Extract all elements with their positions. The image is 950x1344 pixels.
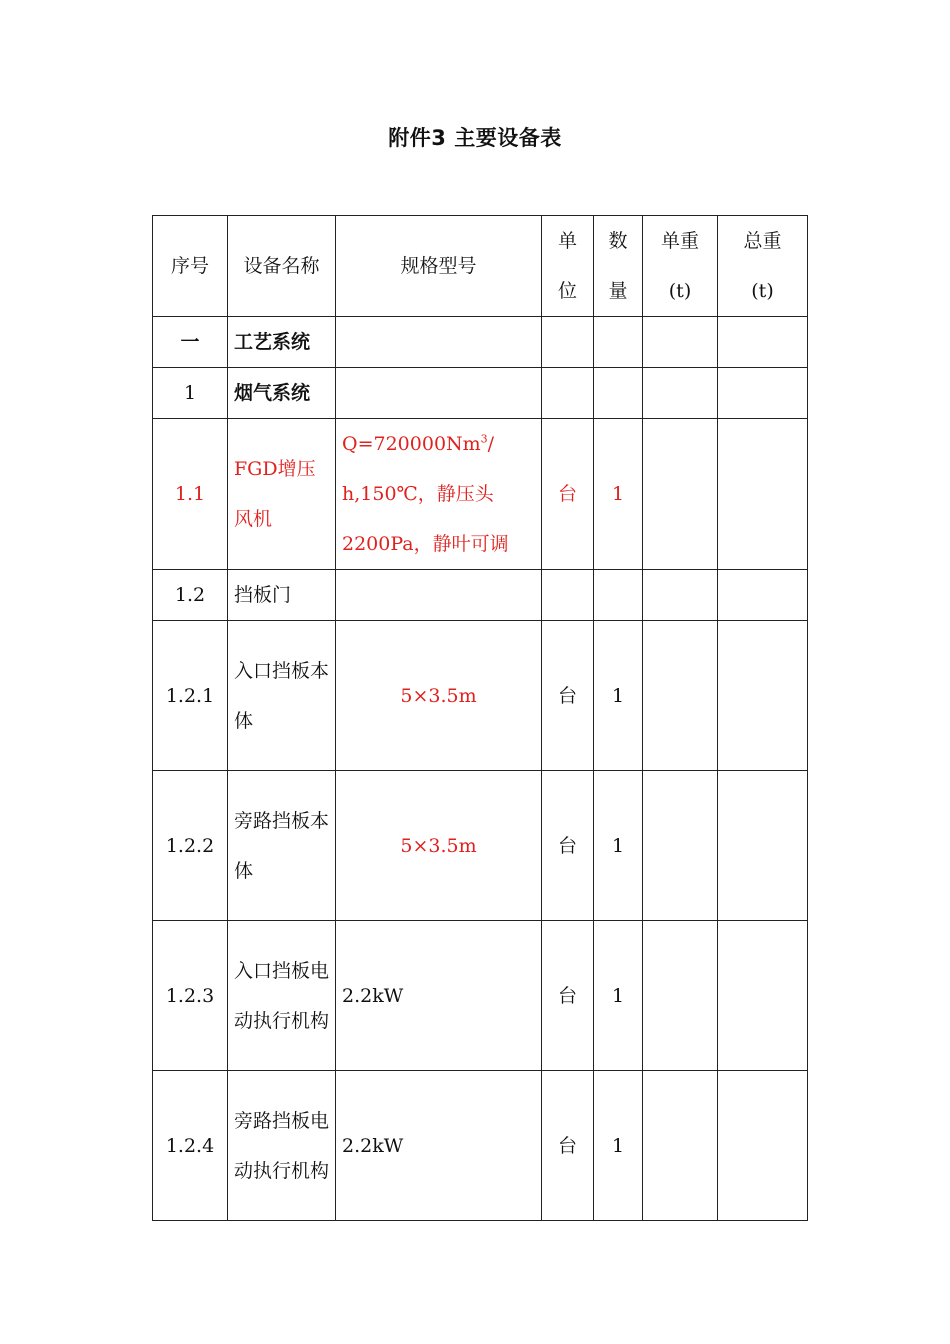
row-qty: [594, 368, 643, 419]
header-seq: 序号: [153, 216, 228, 317]
row-seq: 1.2.1: [153, 621, 228, 771]
row-qty: 1: [594, 921, 643, 1071]
table-row: [153, 1071, 808, 1221]
row-total-weight: [718, 419, 808, 570]
row-name: FGD增压风机: [228, 419, 336, 570]
spec-line3: 2200Pa，静叶可调: [342, 533, 509, 555]
row-spec: 5×3.5m: [336, 621, 542, 771]
row-unit: 台: [542, 419, 594, 570]
table-row: [153, 771, 808, 921]
row-unit-weight: [643, 317, 718, 368]
table-row: [153, 368, 808, 419]
table-row: [153, 419, 808, 570]
row-spec: 2.2kW: [336, 1071, 542, 1221]
table-header-row: [153, 216, 808, 317]
header-total-weight: [718, 216, 808, 317]
header-total-weight-line1: 总重: [743, 230, 782, 252]
row-total-weight: [718, 317, 808, 368]
spec-line1: Q=720000Nm: [342, 433, 481, 455]
row-unit-weight: [643, 570, 718, 621]
row-unit-weight: [643, 1071, 718, 1221]
header-unit-line2: 位: [557, 280, 577, 302]
page-title: 附件3 主要设备表: [388, 126, 562, 150]
row-total-weight: [718, 368, 808, 419]
row-unit: [542, 368, 594, 419]
row-name: 入口挡板本体: [228, 621, 336, 771]
header-qty-line1: 数: [608, 230, 628, 252]
header-name: 设备名称: [228, 216, 336, 317]
row-spec: [336, 419, 542, 570]
table-row: [153, 621, 808, 771]
row-seq: 1.2: [153, 570, 228, 621]
row-unit: [542, 317, 594, 368]
row-qty: 1: [594, 419, 643, 570]
spec-line1-tail: /: [487, 433, 495, 455]
header-unit: [542, 216, 594, 317]
row-total-weight: [718, 570, 808, 621]
row-name: 挡板门: [228, 570, 336, 621]
header-qty-line2: 量: [608, 280, 628, 302]
row-unit-weight: [643, 921, 718, 1071]
row-total-weight: [718, 921, 808, 1071]
table-row: [153, 921, 808, 1071]
equipment-table: [152, 215, 808, 1221]
row-name: 入口挡板电动执行机构: [228, 921, 336, 1071]
row-seq: 一: [153, 317, 228, 368]
table-row: [153, 317, 808, 368]
header-spec: 规格型号: [336, 216, 542, 317]
row-name: 工艺系统: [228, 317, 336, 368]
header-qty: [594, 216, 643, 317]
row-seq: 1.2.3: [153, 921, 228, 1071]
row-unit: [542, 570, 594, 621]
row-seq: 1.2.4: [153, 1071, 228, 1221]
row-unit-weight: [643, 771, 718, 921]
row-name: 旁路挡板本体: [228, 771, 336, 921]
table-row: [153, 570, 808, 621]
spec-superscript: 3: [480, 432, 488, 446]
row-name: 烟气系统: [228, 368, 336, 419]
row-unit: 台: [542, 771, 594, 921]
row-unit-weight: [643, 419, 718, 570]
row-name: 旁路挡板电动执行机构: [228, 1071, 336, 1221]
spec-line2: h,150℃，静压头: [342, 483, 494, 505]
row-unit: 台: [542, 1071, 594, 1221]
row-spec: 2.2kW: [336, 921, 542, 1071]
row-unit-weight: [643, 368, 718, 419]
row-total-weight: [718, 1071, 808, 1221]
row-seq: 1: [153, 368, 228, 419]
row-spec: 5×3.5m: [336, 771, 542, 921]
header-unit-line1: 单: [557, 230, 577, 252]
row-spec: [336, 570, 542, 621]
header-unit-weight: [643, 216, 718, 317]
header-total-weight-line2: (t): [751, 280, 774, 302]
header-unit-weight-line1: 单重: [660, 230, 699, 252]
row-spec: [336, 368, 542, 419]
row-seq: 1.1: [153, 419, 228, 570]
row-total-weight: [718, 621, 808, 771]
row-qty: [594, 317, 643, 368]
row-seq: 1.2.2: [153, 771, 228, 921]
row-total-weight: [718, 771, 808, 921]
row-qty: 1: [594, 621, 643, 771]
row-qty: 1: [594, 1071, 643, 1221]
row-unit: 台: [542, 621, 594, 771]
row-qty: 1: [594, 771, 643, 921]
row-unit: 台: [542, 921, 594, 1071]
row-spec: [336, 317, 542, 368]
row-unit-weight: [643, 621, 718, 771]
row-qty: [594, 570, 643, 621]
header-unit-weight-line2: (t): [668, 280, 692, 302]
